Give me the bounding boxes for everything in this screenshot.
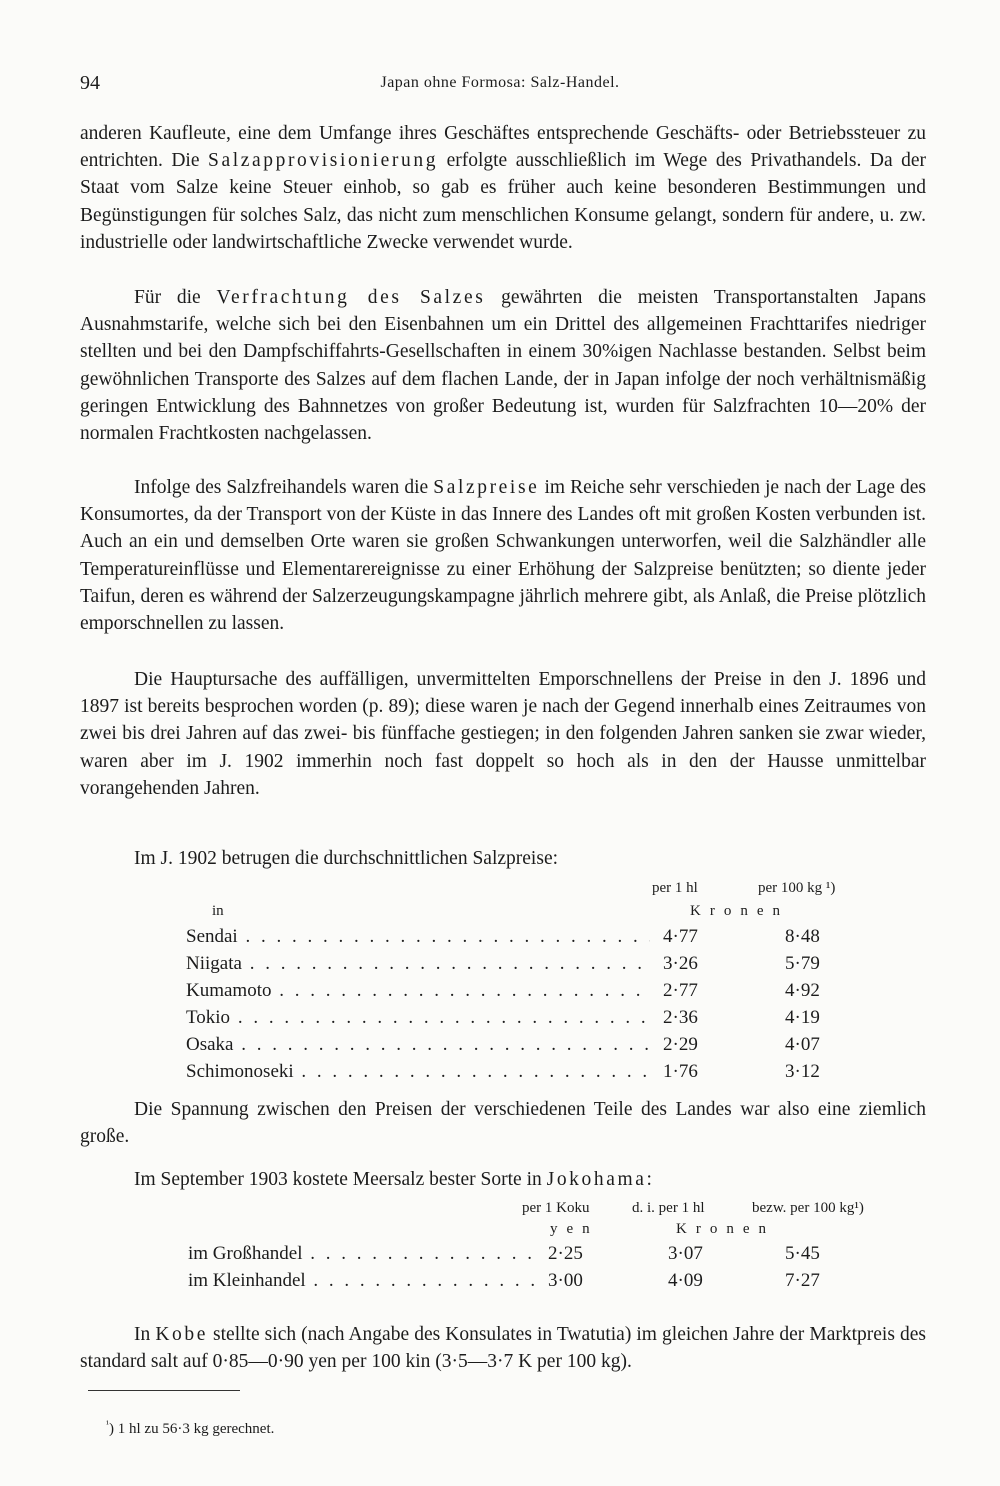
paragraph-freight bbox=[80, 284, 926, 447]
paragraph-text: : bbox=[646, 1169, 652, 1190]
unit-header-kronen: Kronen bbox=[690, 903, 789, 919]
footnote-divider bbox=[88, 1390, 240, 1391]
table-row bbox=[0, 926, 1000, 953]
price-per-kg: 3·12 bbox=[785, 1061, 820, 1082]
running-title: Japan ohne Formosa: Salz-Handel. bbox=[380, 74, 620, 91]
city-name: Sendai . . . bbox=[186, 926, 650, 948]
price-table-jokohama bbox=[0, 1200, 1000, 1300]
paragraph-text: gewährten die meisten Transportanstalten Japans Ausnahmstarife, welche sich bei den Eisenbahnen um ein Drittel des allgemeinen Frachttarifes niedriger stellten und bei den Dampfschiffahrts-Gesellschaften in einem 30%igen Nachlasse bestanden. Selbst beim gewöhnlichen Transporte des Salzes auf dem flachen Lande, der in Japan infolge der noch verhältnismäßig geringen Entwicklung des Bahnnetzes von großer Bedeutung ist, wurden für Salzfrachten 10—20% der normalen Frachtkosten nachgelassen. bbox=[80, 287, 926, 445]
paragraph-price-spread: Die Spannung zwischen den Preisen der verschiedenen Teile des Landes war also eine ziemlich große. bbox=[80, 1099, 926, 1148]
column-header-per-kg: bezw. per 100 kg¹) bbox=[752, 1200, 864, 1216]
price-per-kg: 4·19 bbox=[785, 1007, 820, 1028]
price-per-hl: 4·09 bbox=[668, 1270, 703, 1291]
table-row bbox=[0, 1061, 1000, 1088]
column-header-per-hl: d. i. per 1 hl bbox=[632, 1200, 705, 1216]
price-per-hl: 3·07 bbox=[668, 1243, 703, 1264]
row-header-in: in bbox=[212, 903, 224, 919]
unit-header-yen: yen bbox=[550, 1221, 599, 1237]
footnote-text: ) 1 hl zu 56·3 kg gerechnet. bbox=[109, 1421, 275, 1437]
paragraph-salt-supply bbox=[80, 120, 926, 256]
spaced-term: Verfrachtung des Salzes bbox=[216, 287, 486, 308]
footnote-mark: ¹ bbox=[106, 1419, 109, 1430]
spaced-term: Salzpreise bbox=[433, 477, 540, 498]
paragraph-table1-intro: Im J. 1902 betrugen die durchschnittlichen Salzpreise: bbox=[134, 848, 559, 869]
paragraph-text: erfolgte ausschließlich im Wege des Privathandels. Da der Staat vom Salze keine Steuer einhob, so gab es früher auch keine besonderen Bestimmungen und Begünstigungen für solches Salz, das nicht zum menschlichen Konsume gelangt, sondern für andere, u. zw. industrielle oder landwirtschaftliche Zwecke verwendet wurde. bbox=[80, 150, 927, 253]
paragraph-price-rise: Die Hauptursache des auffälligen, unvermittelten Emporschnellens der Preise in den J. 1896 und 1897 ist bereits besprochen worden (p. 89); diese waren je nach der Gegend innerhalb eines Zeitraumes von zwei bis drei Jahren auf das zwei- bis fünffache gestiegen; in den folgenden Jahren sanken sie zwar wieder, waren aber im J. 1902 immerhin noch fast doppelt so hoch als in den der Hausse unmittelbar vorangehenden Jahren. bbox=[80, 669, 926, 799]
table-row bbox=[0, 980, 1000, 1007]
table-row bbox=[0, 1243, 1000, 1270]
paragraph-table2-intro bbox=[80, 1166, 926, 1193]
price-per-hl: 2·77 bbox=[663, 980, 698, 1001]
city-name: Niigata . . . bbox=[186, 953, 650, 975]
paragraph-text: Für die bbox=[134, 287, 217, 308]
table-row bbox=[0, 1034, 1000, 1061]
price-per-kg: 5·45 bbox=[785, 1243, 820, 1264]
page-header bbox=[80, 72, 920, 102]
footnote bbox=[106, 1419, 274, 1438]
spaced-term: Salzapprovisionierung bbox=[208, 150, 439, 172]
price-per-hl: 2·29 bbox=[663, 1034, 698, 1055]
paragraph-text: stellte sich (nach Angabe des Konsulates in Twatutia) im gleichen Jahre der Marktpreis des standard salt auf 0·85—0·90 yen per 100 kin (3·5—3·7 K per 100 kg). bbox=[80, 1324, 926, 1373]
price-per-hl: 2·36 bbox=[663, 1007, 698, 1028]
city-name: Schimonoseki . . . bbox=[186, 1061, 650, 1083]
unit-header-kronen: Kronen bbox=[676, 1221, 775, 1237]
price-per-kg: 4·07 bbox=[785, 1034, 820, 1055]
city-name: Osaka . . . bbox=[186, 1034, 650, 1056]
price-per-kg: 8·48 bbox=[785, 926, 820, 947]
price-per-kg: 5·79 bbox=[785, 953, 820, 974]
trade-type: im Kleinhandel . . . bbox=[188, 1270, 538, 1292]
column-header-per-kg: per 100 kg ¹) bbox=[758, 880, 836, 896]
price-table-1902 bbox=[0, 880, 1000, 1080]
price-per-hl: 4·77 bbox=[663, 926, 698, 947]
paragraph-text: im Reiche sehr verschieden je nach der Lage des Konsumortes, da der Transport von der Küste in das Innere des Landes oft mit großen Kosten verbunden ist. Auch an ein und demselben Orte waren sie großen Schwankungen unterworfen, weil die Salzhändler alle Temperatureinflüsse und Elementarereignisse zu einer Erhöhung der Salzpreise benützten; so diente jeder Taifun, deren es während der Salzerzeugungskampagne jährlich mehrere gibt, als Anlaß, die Preise plötzlich emporschnellen zu lassen. bbox=[80, 477, 926, 635]
city-name: Tokio . . . bbox=[186, 1007, 650, 1029]
table-row bbox=[0, 1007, 1000, 1034]
paragraph-text: In bbox=[134, 1324, 156, 1345]
trade-type: im Großhandel . . . bbox=[188, 1243, 538, 1265]
column-header-per-hl: per 1 hl bbox=[652, 880, 698, 896]
price-per-kg: 4·92 bbox=[785, 980, 820, 1001]
price-per-kg: 7·27 bbox=[785, 1270, 820, 1291]
price-per-hl: 1·76 bbox=[663, 1061, 698, 1082]
paragraph-salt-prices bbox=[80, 474, 926, 637]
page-number: 94 bbox=[80, 72, 100, 94]
column-header-per-koku: per 1 Koku bbox=[522, 1200, 590, 1216]
paragraph-text: Infolge des Salzfreihandels waren die bbox=[134, 477, 434, 498]
paragraph-text: anderen Kaufleute, eine dem Umfange ihres Geschäftes entsprechende Geschäfts- oder Betriebssteuer zu entrichten. Die bbox=[80, 123, 926, 172]
spaced-term: Jokohama bbox=[546, 1169, 647, 1190]
paragraph-text: Im September 1903 kostete Meersalz bester Sorte in bbox=[134, 1169, 547, 1190]
price-per-koku: 2·25 bbox=[548, 1243, 583, 1264]
table-row bbox=[0, 953, 1000, 980]
price-per-hl: 3·26 bbox=[663, 953, 698, 974]
city-name: Kumamoto . . . bbox=[186, 980, 650, 1002]
table-row bbox=[0, 1270, 1000, 1297]
paragraph-kobe bbox=[80, 1321, 926, 1375]
spaced-term: Kobe bbox=[155, 1324, 208, 1345]
price-per-koku: 3·00 bbox=[548, 1270, 583, 1291]
